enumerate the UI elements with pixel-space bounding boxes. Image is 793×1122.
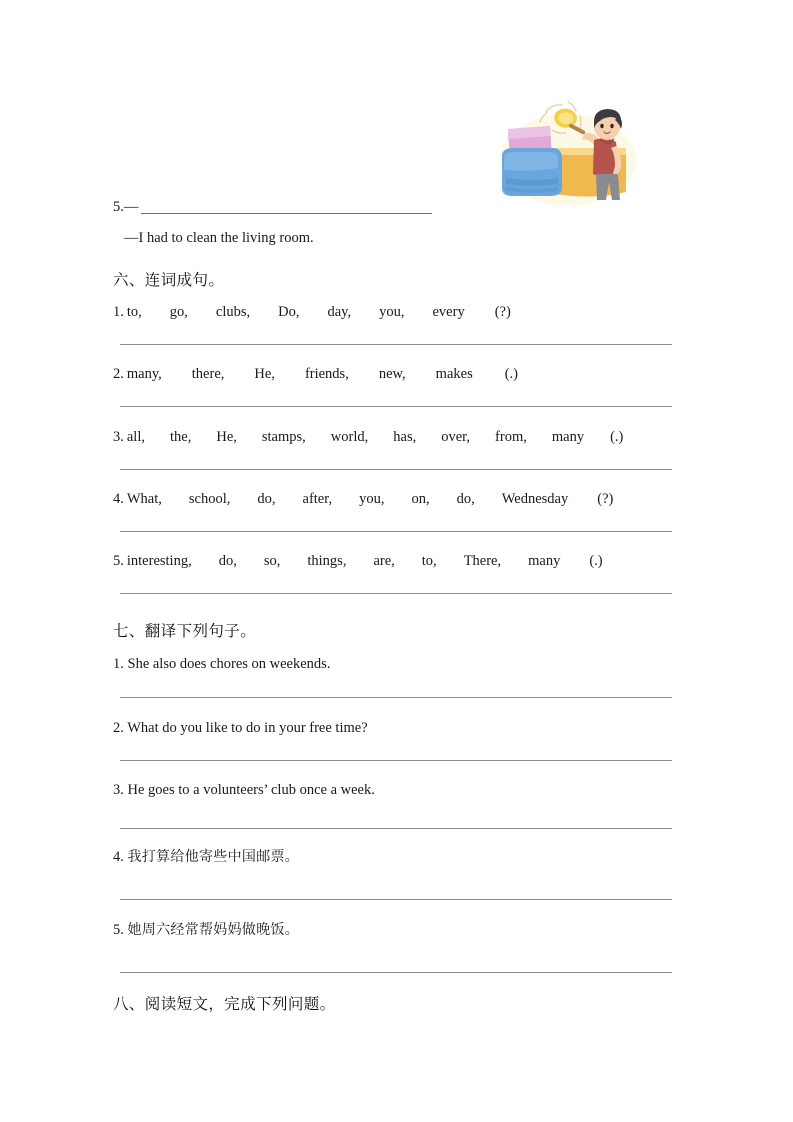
scramble-row-2 bbox=[113, 365, 518, 385]
item-text: 我打算给他寄些中国邮票。 bbox=[127, 849, 300, 865]
scramble-word: from, bbox=[495, 429, 527, 445]
item-text: She also does chores on weekends. bbox=[127, 656, 331, 672]
section-seven-item-3 bbox=[113, 781, 375, 801]
section-seven-item-2 bbox=[113, 719, 368, 739]
item-number: 1. bbox=[113, 656, 124, 672]
illustration-svg bbox=[494, 96, 642, 208]
scramble-word: do, bbox=[456, 491, 475, 507]
scramble-punctuation: (.) bbox=[589, 553, 603, 569]
scramble-punctuation: (?) bbox=[494, 304, 511, 320]
carryover-answer-rule[interactable] bbox=[141, 213, 432, 214]
carryover-question-number-row bbox=[113, 198, 138, 218]
scramble-word: friends, bbox=[304, 366, 349, 382]
scramble-punctuation: (.) bbox=[504, 366, 519, 382]
scramble-word: all, bbox=[126, 429, 145, 445]
item-text: What do you like to do in your free time? bbox=[127, 720, 368, 736]
carryover-number: 5. bbox=[113, 199, 124, 215]
carryover-dash: — bbox=[123, 199, 139, 215]
item-number: 5. bbox=[113, 922, 124, 938]
section-seven-item-4 bbox=[113, 848, 299, 868]
scramble-row-3 bbox=[113, 428, 623, 448]
scramble-word: are, bbox=[373, 553, 395, 569]
section-seven-answer-rule-5[interactable] bbox=[120, 972, 672, 973]
scramble-word: go, bbox=[169, 304, 188, 320]
item-number: 2. bbox=[113, 366, 124, 382]
scramble-word: world, bbox=[330, 429, 369, 445]
scramble-word: on, bbox=[411, 491, 430, 507]
scramble-word: the, bbox=[170, 429, 192, 445]
scramble-word: so, bbox=[263, 553, 281, 569]
section-six-answer-rule-2[interactable] bbox=[120, 406, 672, 407]
scramble-word: interesting, bbox=[126, 553, 192, 569]
section-seven-item-1 bbox=[113, 655, 330, 675]
section-six-answer-rule-4[interactable] bbox=[120, 531, 672, 532]
scramble-word: many bbox=[528, 553, 561, 569]
scramble-word: He, bbox=[254, 366, 275, 382]
section-six-item-2 bbox=[113, 365, 518, 385]
item-number: 3. bbox=[113, 782, 124, 798]
item-number: 3. bbox=[113, 429, 124, 445]
section-seven-item-5 bbox=[113, 921, 299, 941]
section-six-answer-rule-3[interactable] bbox=[120, 469, 672, 470]
carryover-response: —I had to clean the living room. bbox=[124, 230, 314, 246]
section-six-item-5 bbox=[113, 552, 603, 572]
scramble-word: you, bbox=[379, 304, 405, 320]
scramble-word: new, bbox=[378, 366, 406, 382]
scramble-word: day, bbox=[327, 304, 352, 320]
scramble-word: school, bbox=[188, 491, 231, 507]
scramble-row-5 bbox=[113, 552, 603, 572]
scramble-word: to, bbox=[421, 553, 437, 569]
scramble-row-4 bbox=[113, 490, 613, 510]
section-six-heading: 六、连词成句。 bbox=[113, 271, 225, 289]
section-six-item-1 bbox=[113, 303, 511, 323]
scramble-word: many bbox=[551, 429, 585, 445]
scramble-punctuation: (.) bbox=[610, 429, 624, 445]
scramble-word: every bbox=[432, 304, 465, 320]
scramble-row-1 bbox=[113, 303, 511, 323]
item-number: 5. bbox=[113, 553, 124, 569]
section-six-item-4 bbox=[113, 490, 613, 510]
scramble-word: What, bbox=[126, 491, 162, 507]
section-six-answer-rule-1[interactable] bbox=[120, 344, 672, 345]
scramble-word: has, bbox=[393, 429, 417, 445]
scramble-word: makes bbox=[435, 366, 473, 382]
scramble-word: there, bbox=[191, 366, 225, 382]
section-seven-answer-rule-2[interactable] bbox=[120, 760, 672, 761]
item-text: He goes to a volunteers’ club once a week. bbox=[127, 782, 375, 798]
scramble-word: stamps, bbox=[261, 429, 306, 445]
item-text: 她周六经常帮妈妈做晚饭。 bbox=[127, 922, 300, 938]
item-number: 2. bbox=[113, 720, 124, 736]
item-number: 4. bbox=[113, 491, 124, 507]
scramble-word: clubs, bbox=[215, 304, 251, 320]
scramble-word: things, bbox=[307, 553, 347, 569]
item-number: 4. bbox=[113, 849, 124, 865]
scramble-word: to, bbox=[126, 304, 142, 320]
scramble-word: you, bbox=[359, 491, 385, 507]
scramble-word: over, bbox=[441, 429, 471, 445]
item-number: 1. bbox=[113, 304, 124, 320]
section-seven-answer-rule-3[interactable] bbox=[120, 828, 672, 829]
scramble-word: do, bbox=[257, 491, 276, 507]
scramble-word: after, bbox=[302, 491, 333, 507]
boy-dusting-living-room-illustration bbox=[494, 96, 642, 208]
scramble-word: He, bbox=[216, 429, 237, 445]
section-six-answer-rule-5[interactable] bbox=[120, 593, 672, 594]
scramble-word: There, bbox=[463, 553, 502, 569]
section-eight-heading: 八、阅读短文，完成下列问题。 bbox=[113, 995, 336, 1013]
section-seven-answer-rule-4[interactable] bbox=[120, 899, 672, 900]
scramble-word: many, bbox=[126, 366, 162, 382]
scramble-punctuation: (?) bbox=[597, 491, 614, 507]
scramble-word: Do, bbox=[278, 304, 300, 320]
section-six-item-3 bbox=[113, 428, 623, 448]
section-seven-heading: 七、翻译下列句子。 bbox=[113, 622, 257, 640]
section-seven-answer-rule-1[interactable] bbox=[120, 697, 672, 698]
scramble-word: do, bbox=[218, 553, 237, 569]
scramble-word: Wednesday bbox=[501, 491, 569, 507]
